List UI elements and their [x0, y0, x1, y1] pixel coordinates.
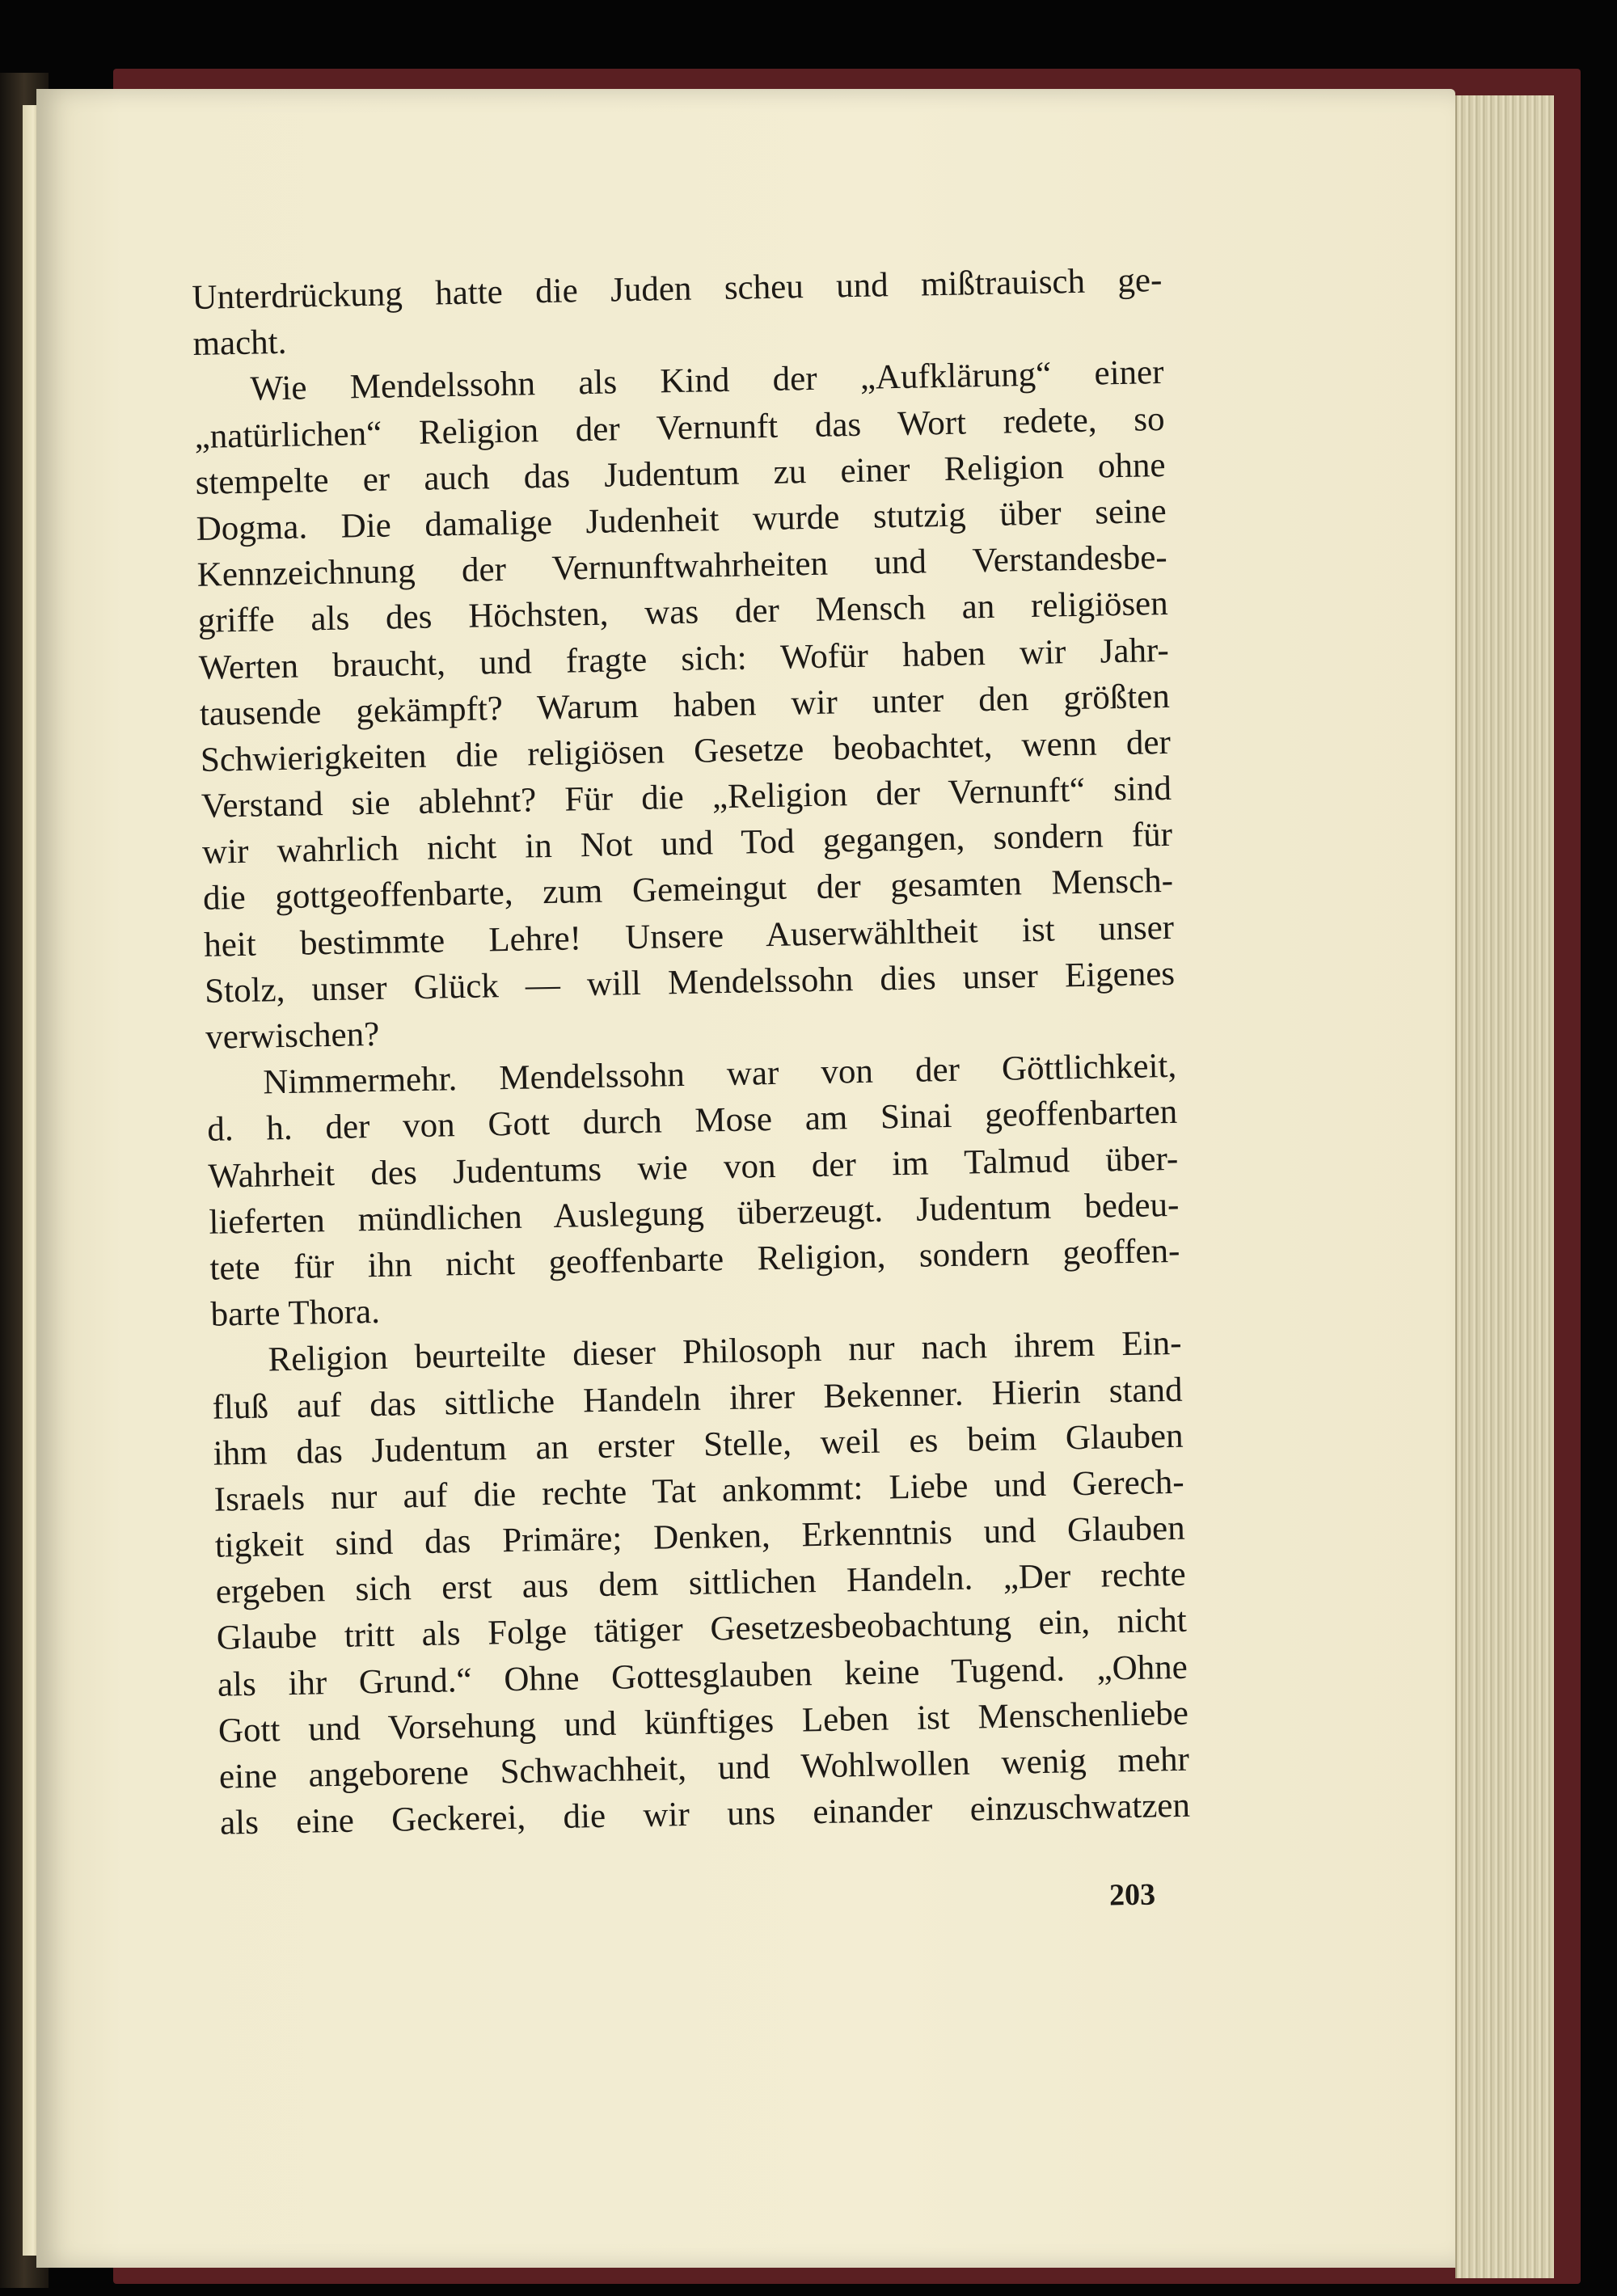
text-line: tigkeit sind das Primäre; Denken, Erkenntnis und Glauben	[214, 1509, 1186, 1565]
text-line: lieferten mündlichen Auslegung überzeugt. Judentum bedeu-	[209, 1185, 1180, 1242]
text-line: Israels nur auf die rechte Tat ankommt: Liebe und Gerech-	[213, 1462, 1184, 1519]
text-line: Schwierigkeiten die religiösen Gesetze beobachtet, wenn der	[200, 723, 1172, 779]
text-line: Gott und Vorsehung und künftiges Leben ist Menschenliebe	[217, 1694, 1189, 1750]
text-line: Dogma. Die damalige Judenheit wurde stutzig über seine	[196, 492, 1167, 548]
page-number: 203	[1108, 1877, 1156, 1913]
text-line: ergeben sich erst aus dem sittlichen Handeln. „Der rechte	[215, 1555, 1187, 1611]
text-line: tausende gekämpft? Warum haben wir unter den größten	[199, 677, 1171, 733]
text-line: als eine Geckerei, die wir uns einander einzuschwatzen	[219, 1786, 1191, 1842]
text-line: Verstand sie ablehnt? Für die „Religion der Vernunft“ sind	[201, 769, 1172, 825]
text-line: barte Thora.	[210, 1293, 381, 1334]
text-line: Nimmermehr. Mendelssohn war von der Göttlichkeit,	[262, 1047, 1177, 1102]
text-line: als ihr Grund.“ Ohne Gottesglauben keine Tugend. „Ohne	[217, 1648, 1188, 1704]
text-line: Stolz, unser Glück — will Mendelssohn dies unser Eigenes	[204, 954, 1176, 1011]
body-text	[192, 257, 1190, 1847]
text-line: wir wahrlich nicht in Not und Tod gegangen, sondern für	[201, 816, 1173, 872]
text-line: Glaube tritt als Folge tätiger Gesetzesbeobachtung ein, nicht	[216, 1602, 1188, 1658]
text-line: Religion beurteilte dieser Philosoph nur nach ihrem Ein-	[268, 1324, 1182, 1379]
text-line: Kennzeichnung der Vernunftwahrheiten und Verstandesbe-	[196, 538, 1168, 595]
text-line: griffe als des Höchsten, was der Mensch an religiösen	[197, 585, 1169, 641]
text-line: tete für ihn nicht geoffenbarte Religion, sondern geoffen-	[209, 1231, 1180, 1288]
text-line: eine angeborene Schwachheit, und Wohlwollen wenig mehr	[218, 1740, 1190, 1796]
text-line: fluß auf das sittliche Handeln ihrer Bekenner. Hierin stand	[212, 1370, 1183, 1427]
text-line: macht.	[192, 323, 287, 364]
text-line: „natürlichen“ Religion der Vernunft das Wort redete, so	[194, 399, 1165, 456]
text-line: ihm das Judentum an erster Stelle, weil es beim Glauben	[213, 1416, 1184, 1473]
text-line: Wahrheit des Judentums wie von der im Talmud über-	[208, 1139, 1179, 1196]
text-line: Wie Mendelssohn als Kind der „Aufklärung“ einer	[250, 353, 1164, 409]
text-line: heit bestimmte Lehre! Unsere Auserwähltheit ist unser	[203, 908, 1175, 964]
text-line: Werten braucht, und fragte sich: Wofür haben wir Jahr-	[198, 631, 1170, 687]
page-stack-edge	[1455, 95, 1554, 2278]
text-line: die gottgeoffenbarte, zum Gemeingut der gesamten Mensch-	[202, 862, 1174, 918]
text-line: stempelte er auch das Judentum zu einer Religion ohne	[195, 445, 1166, 502]
text-line: d. h. der von Gott durch Mose am Sinai geoffenbarten	[206, 1093, 1178, 1150]
text-line: verwischen?	[205, 1015, 380, 1057]
text-line: Unterdrückung hatte die Juden scheu und mißtrauisch ge-	[192, 261, 1163, 317]
